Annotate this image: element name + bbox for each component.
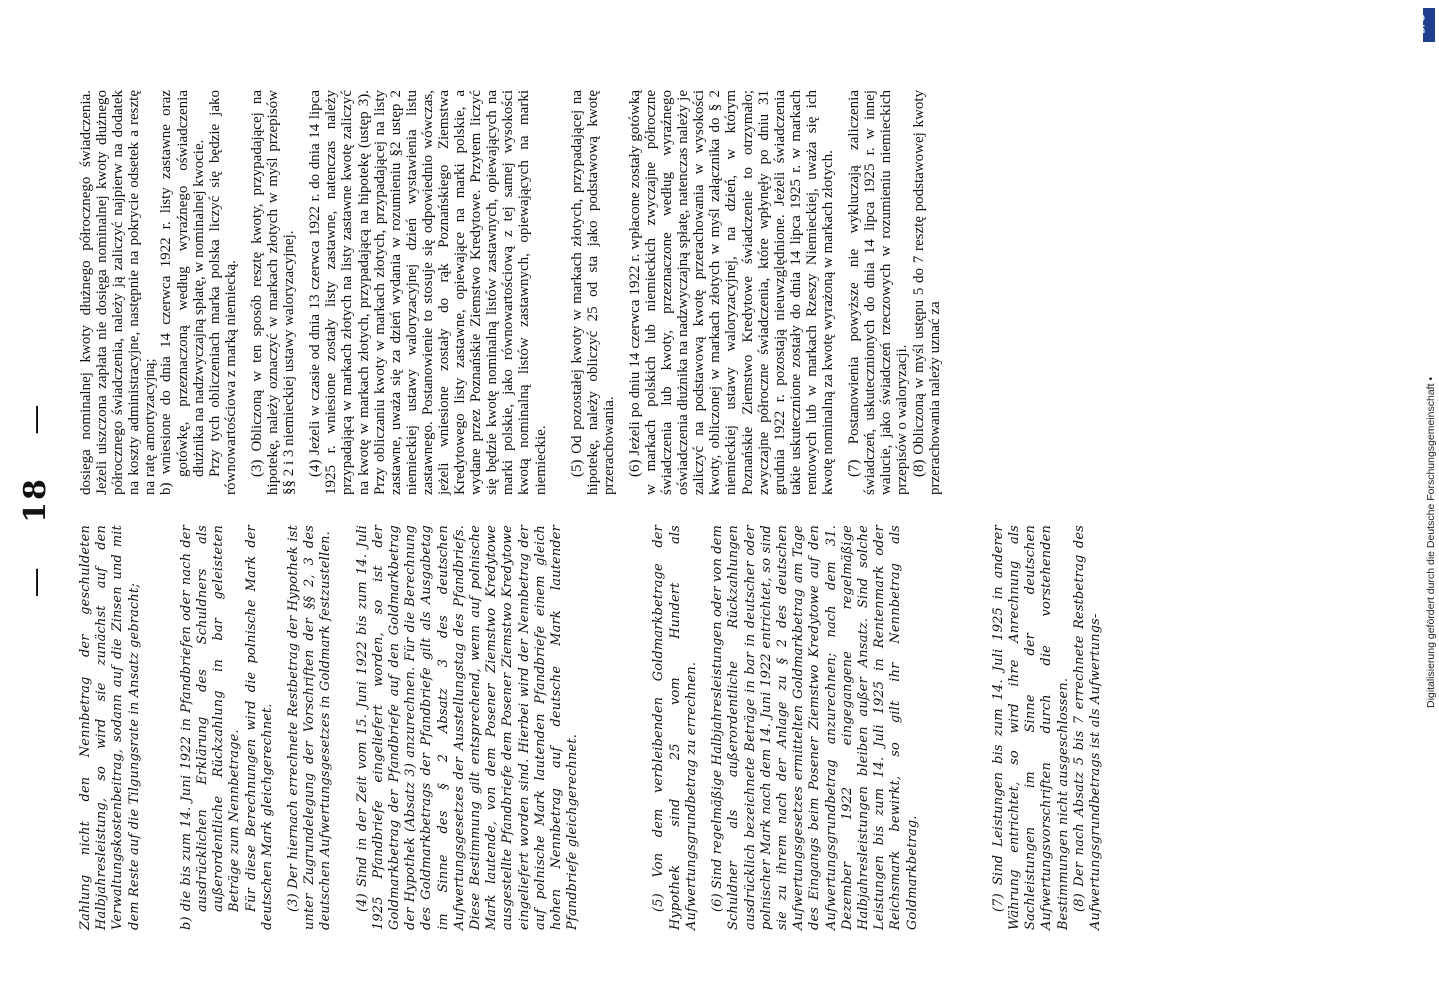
polish-paragraph: (6) Jeżeli po dniu 14 czerwca 1922 r. wpłacone zostały gotówką w markach polskich lub niemieckich zwyczajne półroczne świadczenia lub kwoty, przeznaczone według wyraźnego oświadczenia dłużnika na nadzwyczajną spłatę, natenczas należy je zaliczyć na podstawową kwotę przerachowania w wysokości kwoty, obliczonej w markach złotych w myśl załącznika do § 2 niemieckiej ustawy waloryzacyjnej, na dzień, w którym Poznańskie Ziemstwo Kredytowe świadczenie to otrzymało; zwyczajne półroczne świadczenia, które wpłynęły po dniu 31 grudnia 1922 r. pozostają nieuwzględnione. Jeżeli świadczenia takie uskutecznione zostały do dnia 14 lipca 1925 r. w markach rentowych lub w markach Rzeszy Niemieckiej, uważa się ich kwotę nominalną za kwotę wyrażoną w markach złotych. <box>626 90 837 495</box>
german-paragraph: (4) Sind in der Zeit vom 15. Juni 1922 bis zum 14. Juli 1925 Pfandbriefe eingeliefert worden, so ist der Goldmarkbetrag der Pfandbriefe auf den Goldmarkbetrag der Hypothek (Absatz 3) anzurechnen. Für die Berechnung des Goldmarkbetrags der Pfandbriefe gilt als Ausgabetag im Sinne des § 2 Absatz 3 des deutschen Aufwertungsgesetzes der Ausstellungstag des Pfandbriefs. Diese Bestimmung gilt entsprechend, wenn auf polnische Mark lautende, von dem Posener Ziemstwo Kredytowe ausgestellte Pfandbriefe dem Posener Ziemstwo Kredytowe eingeliefert worden sind. Hierbei wird der Nennbetrag der auf polnische Mark lautenden Pfandbriefe einem gleich hohen Nennbetrag auf deutsche Mark lautender Pfandbriefe gleichgerechnet. <box>354 525 581 930</box>
polish-paragraph: (4) Jeżeli w czasie od dnia 13 czerwca 1922 r. do dnia 14 lipca 1925 r. wniesione zostały listy zastawne, natenczas należy przypadającą w markach złotych na listy zastawne kwotę zaliczyć na kwotę w markach złotych, przypadającą na hipotekę (ustęp 3). Przy obliczaniu kwoty w markach złotych, przypadającej na listy zastawne, uważa się za dzień wydania w rozumieniu §2 ustęp 2 niemieckiej ustawy waloryzacyjnej dzień wystawienia listu zastawnego. Postanowienie to stosuje się odpowiednio wówczas, jeżeli wniesione zostały do rąk Poznańskiego Ziemstwa Kredytowego listy zastawne, opiewające na marki polskie, a wydane przez Poznańskie Ziemstwo Kredytowe. Przytem liczyć się będzie kwotę nominalną listów zastawnych, opiewających na marki polskie, jako równowartościową z tej samej wysokości kwotą nominalną listów zastawnych, opiewających na marki niemieckie. <box>307 90 549 495</box>
german-paragraph: (6) Sind regelmäßige Halbjahresleistungen oder von dem Schuldner als außerordentliche Rückzahlungen ausdrücklich bezeichnete Beträge in bar in deutscher oder polnischer Mark nach dem 14. Juni 1922 entrichtet, so sind sie zu ihrem nach der Anlage zu § 2 des deutschen Aufwertungsgesetzes ermittelten Goldmarkbetrag am Tage des Eingangs beim Posener Ziemstwo Kredytowe auf den Aufwertungsgrundbetrag anzurechnen; nach dem 31. Dezember 1922 eingegangene regelmäßige Halbjahresleistungen bleiben außer Ansatz. Sind solche Leistungen bis zum 14. Juli 1925 in Rentenmark oder Reichsmark bewirkt, so gilt ihr Nennbetrag als Goldmarkbetrag. <box>710 525 920 930</box>
german-paragraph: Zahlung nicht den Nennbetrag der geschuldeten Halbjahresleistung, so wird sie zunächst auf den Verwaltungskostenbeitrag, sodann auf die Zinsen und mit dem Reste auf die Tilgungsrate in Ansatz gebracht; <box>78 525 142 930</box>
header-dash-left: — <box>18 565 53 598</box>
polish-paragraph: (5) Od pozostałej kwoty w markach złotych, przypadającej na hipotekę, należy obliczyć 25 od sta jako podstawową kwotę przerachowania. <box>568 90 617 495</box>
german-paragraph: (7) Sind Leistungen bis zum 14. Juli 1925 in anderer Währung entrichtet, so wird ihre Anrechnung als Sachleistungen im Sinne der deutschen Aufwertungsvorschriften durch die vorstehenden Bestimmungen nicht ausgeschlossen. <box>990 525 1071 930</box>
polish-paragraph: dosiega nominalnej kwoty dłużnego półrocznego świadczenia. Jeżeli uiszczona zapłata nie dosięga nominalnej kwoty dłużnego półrocznego świadczenia, należy ją zaliczyć najpierw na dodatek na koszty administracyjne, następnie na pokrycie odsetek a resztę na ratę amortyzacyjną; <box>78 90 159 495</box>
german-paragraph: Für diese Berechnungen wird die polnische Mark der deutschen Mark gleichgerechnet. <box>243 525 275 930</box>
page-number: 18 <box>18 477 53 523</box>
digitization-stamp <box>1423 8 1439 998</box>
digitization-stamp-text: Digitalisierung gefördert durch die Deutsche Forschungsgemeinschaft • <box>1425 376 1437 708</box>
german-paragraph: b) die bis zum 14. Juni 1922 in Pfandbriefen oder nach der ausdrücklichen Erklärung des Schuldners als außerordentliche Rückzahlung in bar geleisteten Beträge zum Nennbetrage. <box>178 525 243 930</box>
german-paragraph: (3) Der hiernach errechnete Restbetrag der Hypothek ist unter Zugrundelegung der Vorschriften der §§ 2, 3 des deutschen Aufwertungsgesetzes in Goldmark festzustellen. <box>286 525 334 930</box>
page-header <box>18 0 53 1000</box>
polish-text-column <box>78 90 943 495</box>
polish-paragraph: b) wniesione do dnia 14 czerwca 1922 r. listy zastawne oraz gotówkę, przeznaczoną według wyraźnego oświadczenia dłużnika na nadzwyczajną spłatę, w nominalnej kwocie. <box>158 90 207 495</box>
polish-paragraph: (7) Postanowienia powyższe nie wykluczają zaliczenia świadczeń, uskutecznionych do dnia 14 lipca 1925 r. w innej walucie, jako świadczeń rzeczowych w rozumieniu niemieckich przepisów o waloryzacji. <box>846 90 911 495</box>
dfg-logo-text: DFG <box>1416 14 1427 34</box>
polish-paragraph: (8) Obliczoną w myśl ustępu 5 do 7 resztę podstawowej kwoty przerachowania należy uznać za <box>910 90 943 495</box>
german-paragraph: (5) Von dem verbleibenden Goldmarkbetrage der Hypothek sind 25 vom Hundert als Aufwertungsgrundbetrag zu errechnen. <box>651 525 699 930</box>
german-text-column <box>78 525 1104 930</box>
german-paragraph: (8) Der nach Absatz 5 bis 7 errechnete Restbetrag des Aufwertungsgrundbetrags ist als Aufwertungs- <box>1071 525 1103 930</box>
dfg-logo <box>1416 8 1435 42</box>
polish-paragraph: (3) Obliczoną w ten sposób resztę kwoty, przypadającej na hipotekę, należy oznaczyć w markach złotych w myśl przepisów §§ 2 i 3 niemieckiej ustawy waloryzacyjnej. <box>248 90 298 495</box>
polish-paragraph: Przy tych obliczeniach marka polska liczyć się będzie jako równowartościowa z marką niemiecką. <box>206 90 239 495</box>
header-dash-right: — <box>18 402 53 435</box>
